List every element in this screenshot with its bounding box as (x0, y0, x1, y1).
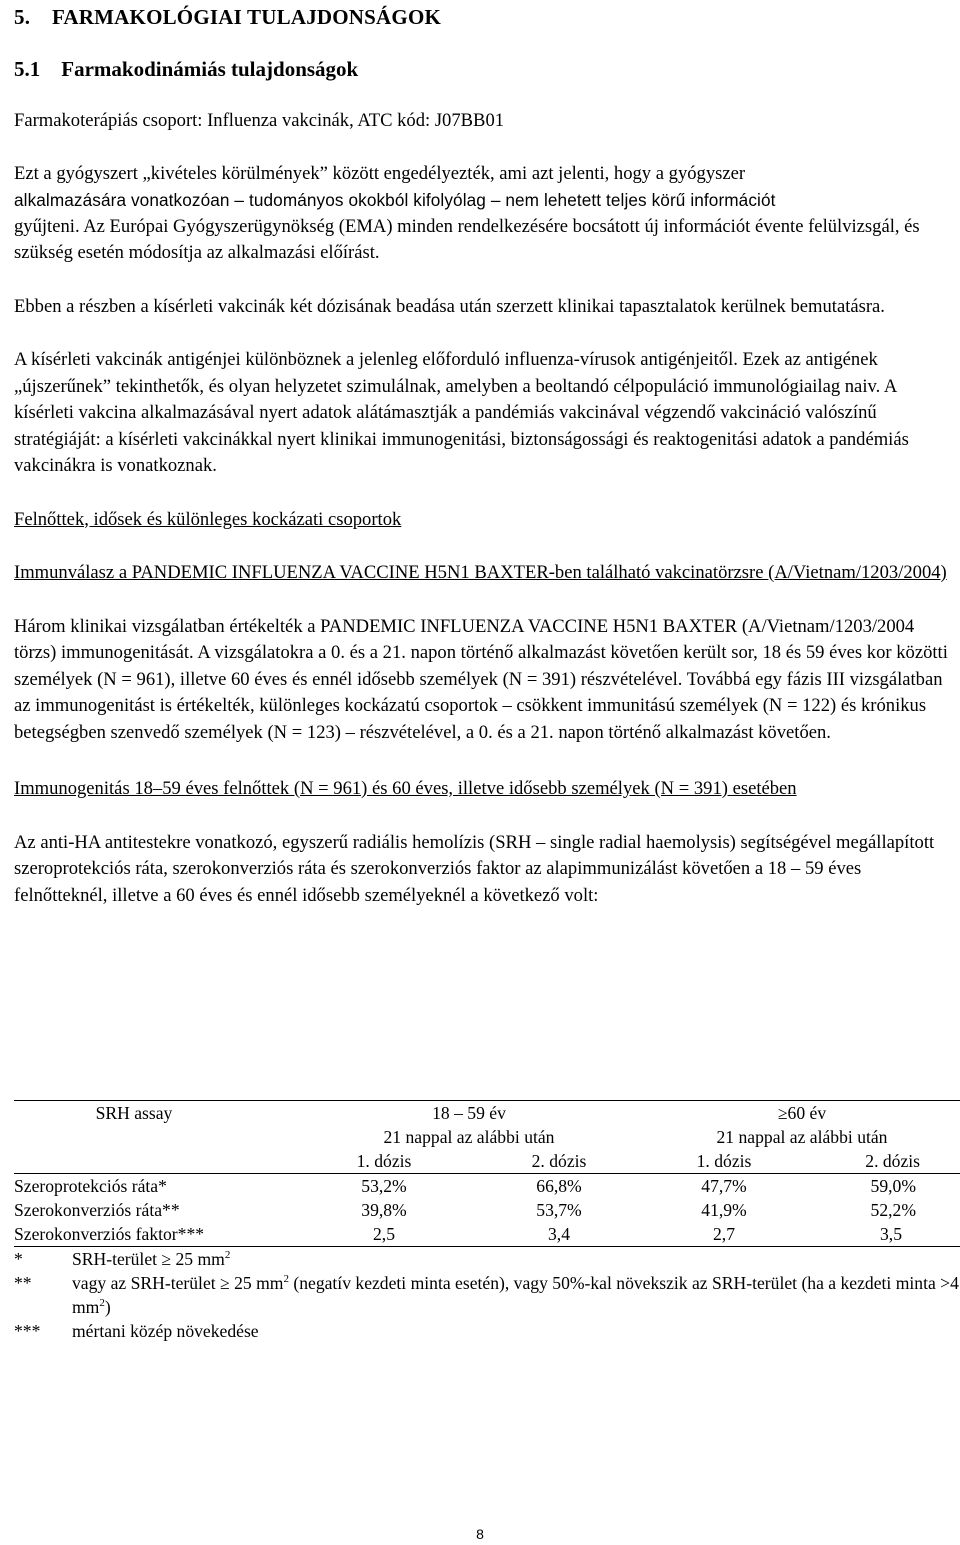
header-group-60plus (644, 1101, 960, 1126)
subsection-heading: 5.1 Farmakodinámiás tulajdonságok (14, 57, 359, 81)
footnote-text: vagy az SRH-terület ≥ 25 mm (72, 1273, 284, 1293)
document-page (14, 4, 959, 1341)
superscript: 2 (283, 1273, 289, 1285)
paragraph-studies: Három klinikai vizsgálatban értékelték a PANDEMIC INFLUENZA VACCINE H5N1 BAXTER (A/Vietnam/1203/2004 törzs) immunogenitását. A vizsgálatokra a 0. és a 21. napon történő alkalmazást követően került sor, 18 és 59 éves kor közötti személyek (N = 961), illetve 60 éves és ennél idősebb személyek (N = 391) részvételével. Továbbá egy fázis III vizsgálatban az immunogenitást is értékelték, különleges kockázatú csoportok – csökkent immunitású személyek (N = 122) és krónikus betegségben szenvedő személyek (N = 123) – részvételével, a 0. és a 21. napon történő alkalmazást követően. (14, 615, 948, 743)
table-cell: 2,7 (644, 1222, 804, 1247)
row-label: Szerokonverziós ráta** (14, 1200, 180, 1220)
ge-symbol: ≥ (777, 1103, 788, 1123)
footnote-1 (14, 1247, 960, 1271)
table-cell: 53,7% (536, 1200, 582, 1220)
paragraph-exceptional-line1: Ezt a gyógyszert „kivételes körülmények” között engedélyezték, ami azt jelenti, hogy a gyógyszer (14, 162, 746, 184)
table-cell: 2,5 (294, 1222, 474, 1247)
table-row (14, 1222, 960, 1247)
footnote-text: SRH-terület ≥ 25 mm (72, 1249, 225, 1269)
paragraph-srh: Az anti-HA antitestekre vonatkozó, egyszerű radiális hemolízis (SRH – single radial haemolysis) segítségével megállapított szeroprotekciós ráta, szerokonverziós ráta és szerokonverziós faktor az alapimmunizálást követően a 18 – 59 éves felnőtteknél, illetve a 60 éves és ennél idősebb személyeknél a következő volt: (14, 831, 935, 906)
dose-label: 1. dózis (696, 1151, 752, 1171)
table-row (14, 1174, 960, 1199)
table-cell: 41,9% (701, 1200, 747, 1220)
subtitle-immune-response: Immunválasz a PANDEMIC INFLUENZA VACCINE H5N1 BAXTER-ben található vakcinatörzsre (A/Vietnam/1203/2004) (14, 562, 947, 583)
table-cell: 53,2% (294, 1174, 474, 1199)
dose-label: 1. dózis (356, 1151, 412, 1171)
footnote-text: (negatív kezdeti minta esetén), vagy 50%-kal növekszik az SRH-terület (ha a kezdeti minta >4 mm (72, 1273, 959, 1317)
header-timing-2: 21 nappal az alábbi után (716, 1127, 888, 1147)
header-timing-1: 21 nappal az alábbi után (383, 1127, 555, 1147)
table-cell: 3,4 (474, 1222, 644, 1247)
dose-label: 2. dózis (865, 1151, 920, 1171)
table-cell: 52,2% (870, 1200, 916, 1220)
subtitle-populations: Felnőttek, idősek és különleges kockázati csoportok (14, 508, 402, 530)
table-row (14, 1198, 960, 1222)
table-cell: 59,0% (804, 1174, 960, 1199)
footnotes (14, 1247, 960, 1343)
table-cell: 47,7% (644, 1174, 804, 1199)
superscript: 2 (224, 1249, 231, 1261)
table-subheader-row (14, 1125, 960, 1149)
paragraph-atc: Farmakoterápiás csoport: Influenza vakcinák, ATC kód: J07BB01 (14, 110, 505, 131)
header-group-60plus-label: 60 év (787, 1103, 827, 1123)
row-label: Szerokonverziós faktor*** (14, 1222, 294, 1247)
footnote-text: ) (104, 1297, 111, 1317)
footnote-mark: *** (14, 1321, 41, 1341)
footnote-text: mértani közép növekedése (72, 1321, 259, 1341)
header-group-18-59: 18 – 59 év (294, 1101, 644, 1126)
table-cell: 66,8% (474, 1174, 644, 1199)
section-heading: 5. FARMAKOLÓGIAI TULAJDONSÁGOK (14, 5, 442, 29)
paragraph-exceptional-line2: alkalmazására vonatkozóan – tudományos okokból kifolyólag – nem lehetett teljes körű információt (14, 190, 776, 210)
dose-label: 2. dózis (531, 1151, 587, 1171)
table-cell: 39,8% (361, 1200, 407, 1220)
footnote-2 (14, 1271, 960, 1319)
table-dose-row (14, 1149, 960, 1174)
superscript: 2 (99, 1297, 105, 1309)
footnote-mark: ** (14, 1273, 32, 1293)
row-label: Szeroprotekciós ráta* (14, 1174, 294, 1199)
paragraph-experience: Ebben a részben a kísérleti vakcinák két dózisának beadása után szerzett klinikai tapasztalatok kerülnek bemutatásra. (14, 295, 885, 317)
footnote-3 (14, 1319, 960, 1343)
table-header-row (14, 1101, 960, 1126)
srh-results-table (14, 1100, 960, 1247)
paragraph-exceptional (14, 161, 949, 267)
paragraph-exceptional-rest: gyűjteni. Az Európai Gyógyszerügynökség (EMA) minden rendelkezésére bocsátott új információt évente felülvizsgál, és szükség esetén módosítja az alkalmazási előírást. (14, 215, 920, 263)
page-number: 8 (476, 1526, 484, 1542)
table-cell: 3,5 (804, 1222, 960, 1247)
header-assay: SRH assay (14, 1101, 294, 1126)
footnote-mark: * (14, 1249, 23, 1269)
paragraph-antigens: A kísérleti vakcinák antigénjei különböznek a jelenleg előforduló influenza-vírusok antigénjeitől. Ezek az antigének „újszerűnek” tekinthetők, és olyan helyzetet szimulálnak, amelyben a beoltandó célpopuláció immunológiailag naiv. A kísérleti vakcina alkalmazásával nyert adatok alátámasztják a pandémiás vakcinával végzendő vakcináció valószínű stratégiáját: a kísérleti vakcinákkal nyert klinikai immunogenitási, biztonságossági és reaktogenitási adatok a pandémiás vakcinákra is vonatkoznak. (14, 349, 909, 476)
subtitle-immunogenicity: Immunogenitás 18–59 éves felnőttek (N = 961) és 60 éves, illetve idősebb személyek (N = 391) esetében (14, 778, 797, 799)
